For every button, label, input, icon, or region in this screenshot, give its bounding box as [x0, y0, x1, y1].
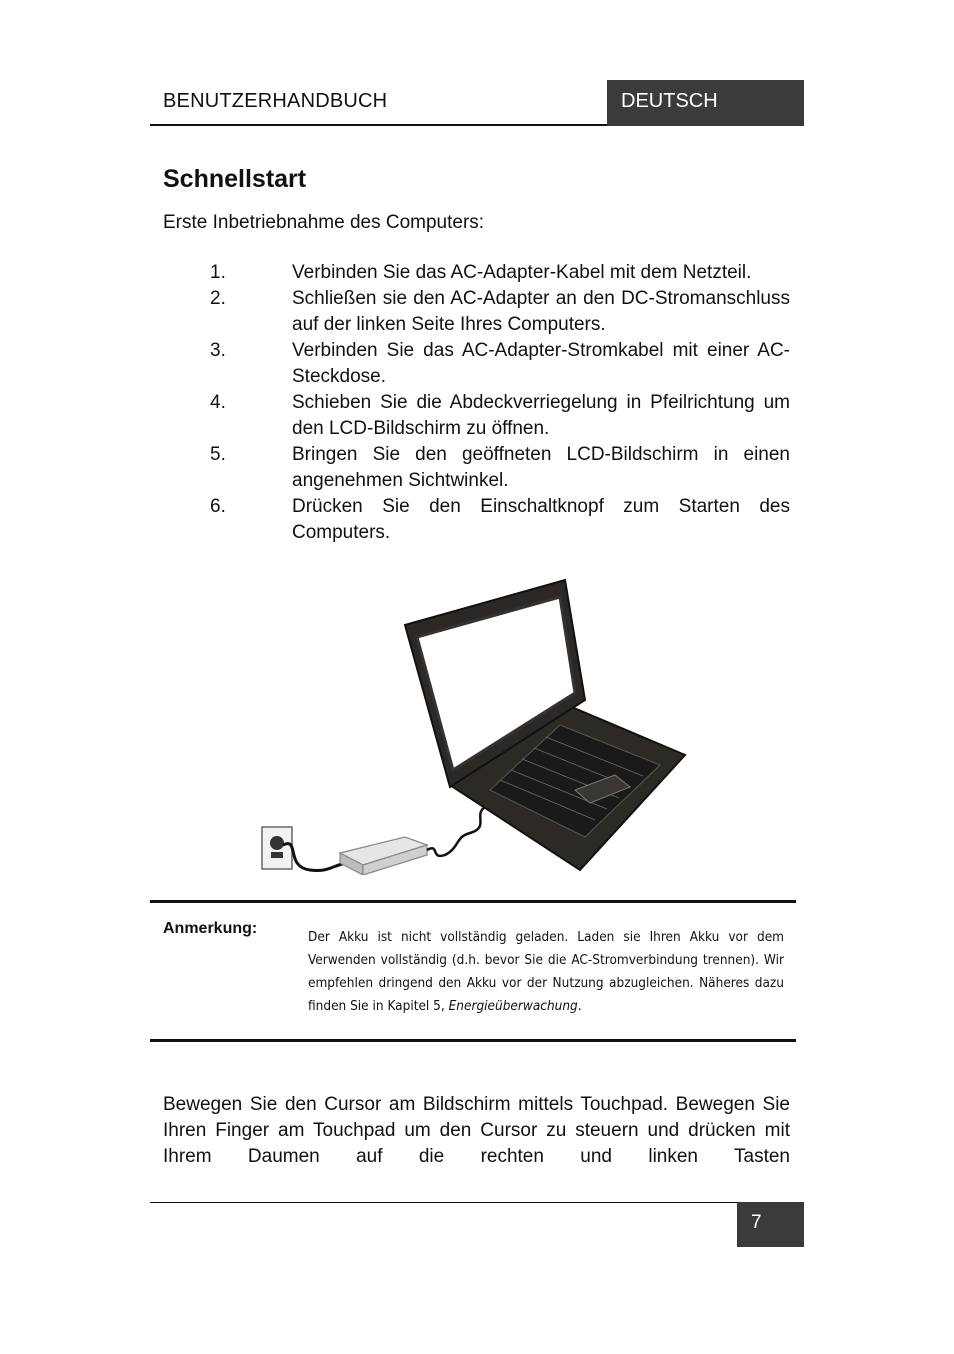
note-text [308, 926, 784, 1018]
step-text: Schließen sie den AC-Adapter an den DC-Stromanschluss auf der linken Seite Ihres Computers. [292, 288, 790, 335]
step-item [163, 390, 790, 442]
note-top-rule [150, 900, 796, 903]
step-number: 2. [210, 288, 226, 309]
step-number: 1. [210, 262, 226, 283]
step-item [163, 338, 790, 390]
section-title: Schnellstart [163, 165, 307, 193]
step-number: 6. [210, 496, 226, 517]
note-label: Anmerkung: [163, 920, 258, 937]
step-text: Bringen Sie den geöffneten LCD-Bildschirm in einen angenehmen Sichtwinkel. [292, 444, 790, 491]
steps-list [163, 260, 790, 546]
step-item [163, 260, 790, 286]
step-item [163, 494, 790, 546]
header-language-badge: DEUTSCH [607, 80, 804, 126]
footer-rule [150, 1202, 804, 1203]
header-title: BENUTZERHANDBUCH [163, 90, 388, 112]
note-text-italic: Energieüberwachung [448, 998, 578, 1014]
note-bottom-rule [150, 1039, 796, 1042]
step-number: 3. [210, 340, 226, 361]
note-text-main: Der Akku ist nicht vollständig geladen. Laden sie Ihren Akku vor dem Verwenden vollständig (d.h. bevor Sie die AC-Stromverbindung trennen). Wir empfehlen dringend den Akku vor der Nutzung abzugleichen. Näheres dazu finden Sie in Kapitel 5, [308, 929, 784, 1014]
step-number: 5. [210, 444, 226, 465]
step-item [163, 442, 790, 494]
wall-outlet-icon [262, 827, 292, 869]
step-text: Verbinden Sie das AC-Adapter-Stromkabel mit einer AC-Steckdose. [292, 340, 790, 387]
laptop-setup-illustration [255, 575, 695, 875]
page-number: 7 [737, 1202, 804, 1247]
step-text: Verbinden Sie das AC-Adapter-Kabel mit dem Netzteil. [292, 262, 752, 283]
dc-cable [427, 807, 485, 856]
header-rule [150, 124, 608, 126]
step-number: 4. [210, 392, 226, 413]
section-intro: Erste Inbetriebnahme des Computers: [163, 212, 485, 233]
step-text: Drücken Sie den Einschaltknopf zum Starten des Computers. [292, 496, 790, 543]
step-item [163, 286, 790, 338]
ac-adapter-icon [340, 837, 427, 875]
step-text: Schieben Sie die Abdeckverriegelung in Pfeilrichtung um den LCD-Bildschirm zu öffnen. [292, 392, 790, 439]
laptop-icon [405, 580, 685, 870]
body-paragraph: Bewegen Sie den Cursor am Bildschirm mittels Touchpad. Bewegen Sie Ihren Finger am Touchpad um den Cursor zu steuern und drücken mit Ihrem Daumen auf die rechten und linken Tasten [163, 1094, 790, 1167]
note-text-end: . [577, 998, 582, 1014]
